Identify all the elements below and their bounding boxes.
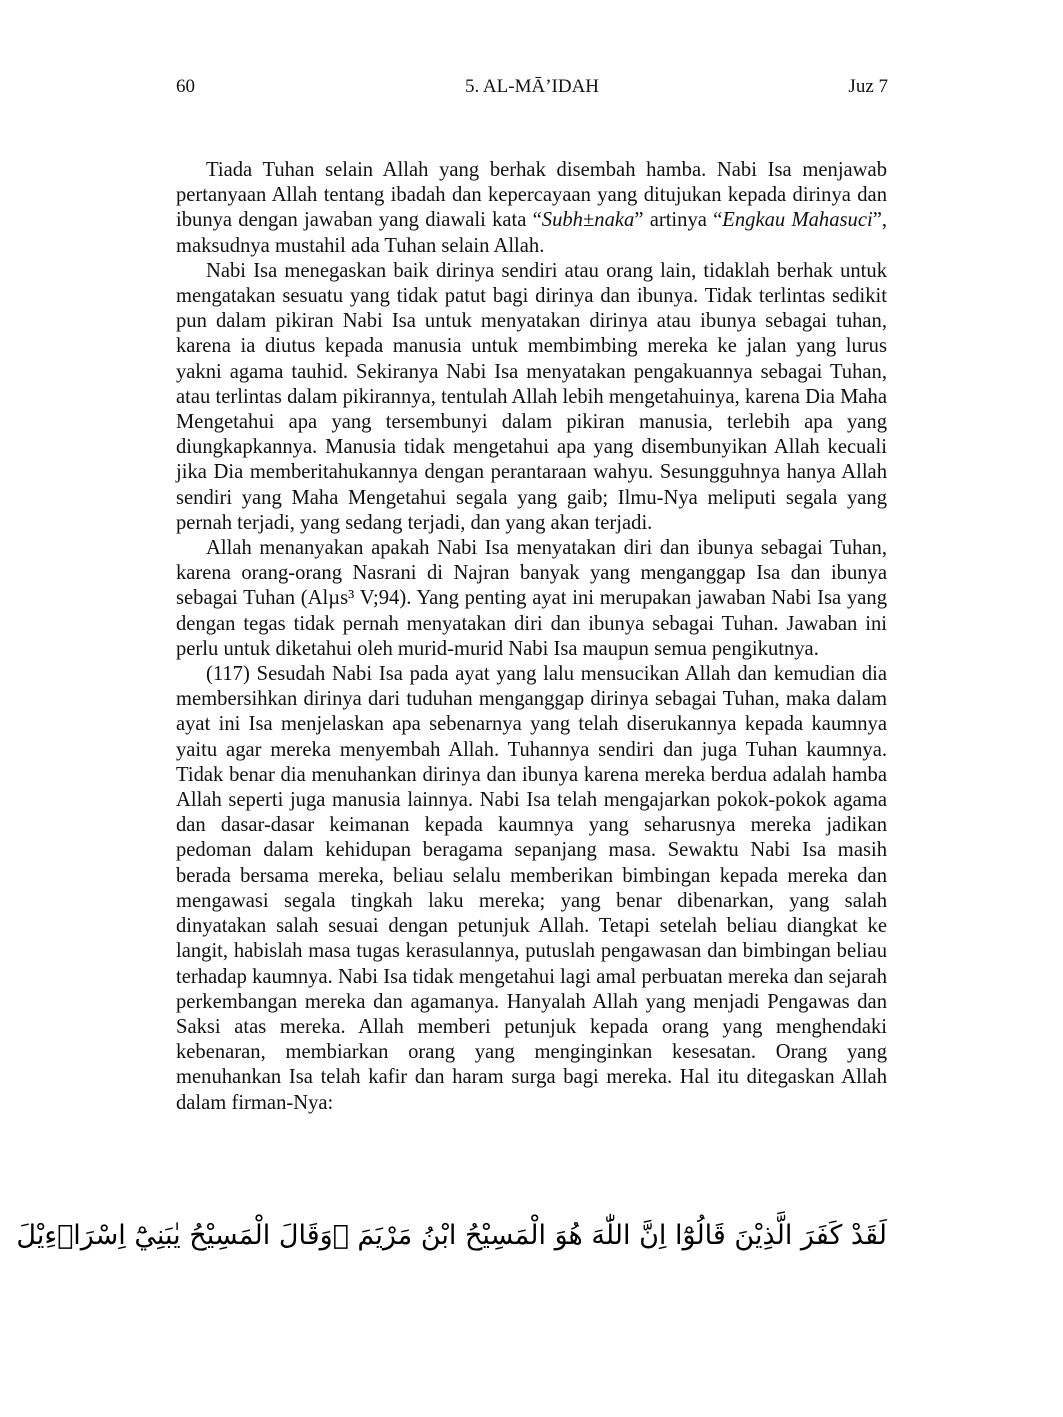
page-header xyxy=(176,76,888,102)
paragraph xyxy=(176,158,887,259)
paragraph-text: ”, maksudnya mustahil ada Tuhan selain Allah. xyxy=(176,209,887,257)
paragraph-text: (117) Sesudah Nabi Isa pada ayat yang lalu mensucikan Allah dan kemudian dia membersihkan dirinya dari tuduhan menganggap dirinya sebagai Tuhan, maka dalam ayat ini Isa menjelaskan apa sebenarnya yang telah diserukannya kepada kaumnya yaitu agar mereka menyembah Allah. Tuhannya sendiri dan juga Tuhan kaumnya. Tidak benar dia menuhankan dirinya dan ibunya karena mereka berdua adalah hamba Allah seperti juga manusia lainnya. Nabi Isa telah mengajarkan pokok-pokok agama dan dasar-dasar keimanan kepada kaumnya yang seharusnya mereka jadikan pedoman dalam kehidupan beragama sepanjang masa. Sewaktu Nabi Isa masih berada bersama mereka, beliau selalu memberikan bimbingan kepada mereka dan mengawasi segala tingkah laku mereka; yang benar dibenarkan, yang salah dinyatakan salah sesuai dengan petunjuk Allah. Tetapi setelah beliau diangkat ke langit, habislah masa tugas kerasulannya, putuslah pengawasan dan bimbingan beliau terhadap kaumnya. Nabi Isa tidak mengetahui lagi amal perbuatan mereka dan sejarah perkembangan mereka dan agamanya. Hanyalah Allah yang menjadi Pengawas dan Saksi atas mereka. Allah memberi petunjuk kepada orang yang menghendaki kebenaran, membiarkan orang yang menginginkan kesesatan. Orang yang menuhankan Isa telah kafir dan haram surga bagi mereka. Hal itu ditegaskan Allah dalam firman-Nya: xyxy=(176,663,887,1114)
paragraph-text: Allah menanyakan apakah Nabi Isa menyatakan diri dan ibunya sebagai Tuhan, karena orang-orang Nasrani di Najran banyak yang menganggap Isa dan ibunya sebagai Tuhan (Alµs³ V;94). Yang penting ayat ini merupakan jawaban Nabi Isa yang dengan tegas tidak pernah menyatakan diri dan ibunya sebagai Tuhan. Jawaban ini perlu untuk diketahui oleh murid-murid Nabi Isa maupun semua pengikutnya. xyxy=(176,537,887,660)
italic-term: Engkau Mahasuci xyxy=(722,209,873,232)
paragraph-text: Tiada Tuhan selain Allah yang berhak disembah hamba. Nabi Isa menjawab pertanyaan Allah tentang ibadah dan kepercayaan yang ditujukan kepada dirinya dan ibunya dengan jawaban yang diawali kata “ xyxy=(176,159,887,232)
paragraph-text: ” artinya “ xyxy=(634,209,723,232)
italic-term: Subh±naka xyxy=(541,209,635,232)
chapter-title: 5. AL-MĀ’IDAH xyxy=(464,76,600,97)
arabic-verse: لَقَدْ كَفَرَ الَّذِيْنَ قَالُوْٓا اِنَّ اللّٰهَ هُوَ الْمَسِيْحُ ابْنُ مَرْيَمَ ۗوَقَالَ الْمَسِيْحُ يٰبَنِيْٓ اِسْرَاۤءِيْلَ xyxy=(16,1220,887,1251)
body-text xyxy=(176,158,887,1116)
page-number: 60 xyxy=(176,76,195,97)
juz-label: Juz 7 xyxy=(848,76,888,97)
paragraph xyxy=(176,662,887,1116)
paragraph xyxy=(176,536,887,662)
paragraph xyxy=(176,259,887,536)
paragraph-text: Nabi Isa menegaskan baik dirinya sendiri atau orang lain, tidaklah berhak untuk mengatakan sesuatu yang tidak patut bagi dirinya dan ibunya. Tidak terlintas sedikit pun dalam pikiran Nabi Isa untuk menyatakan dirinya atau ibunya sebagai tuhan, karena ia diutus kepada manusia untuk membimbing mereka ke jalan yang lurus yakni agama tauhid. Sekiranya Nabi Isa menyatakan pengakuannya sebagai Tuhan, atau terlintas dalam pikirannya, tentulah Allah lebih mengetahuinya, karena Dia Maha Mengetahui apa yang tersembunyi dalam pikiran manusia, terlebih apa yang diungkapkannya. Manusia tidak mengetahui apa yang disembunyikan Allah kecuali jika Dia memberitahukannya dengan perantaraan wahyu. Sesungguhnya hanya Allah sendiri yang Maha Mengetahui segala yang gaib; Ilmu-Nya meliputi segala yang pernah terjadi, yang sedang terjadi, dan yang akan terjadi. xyxy=(176,259,887,534)
